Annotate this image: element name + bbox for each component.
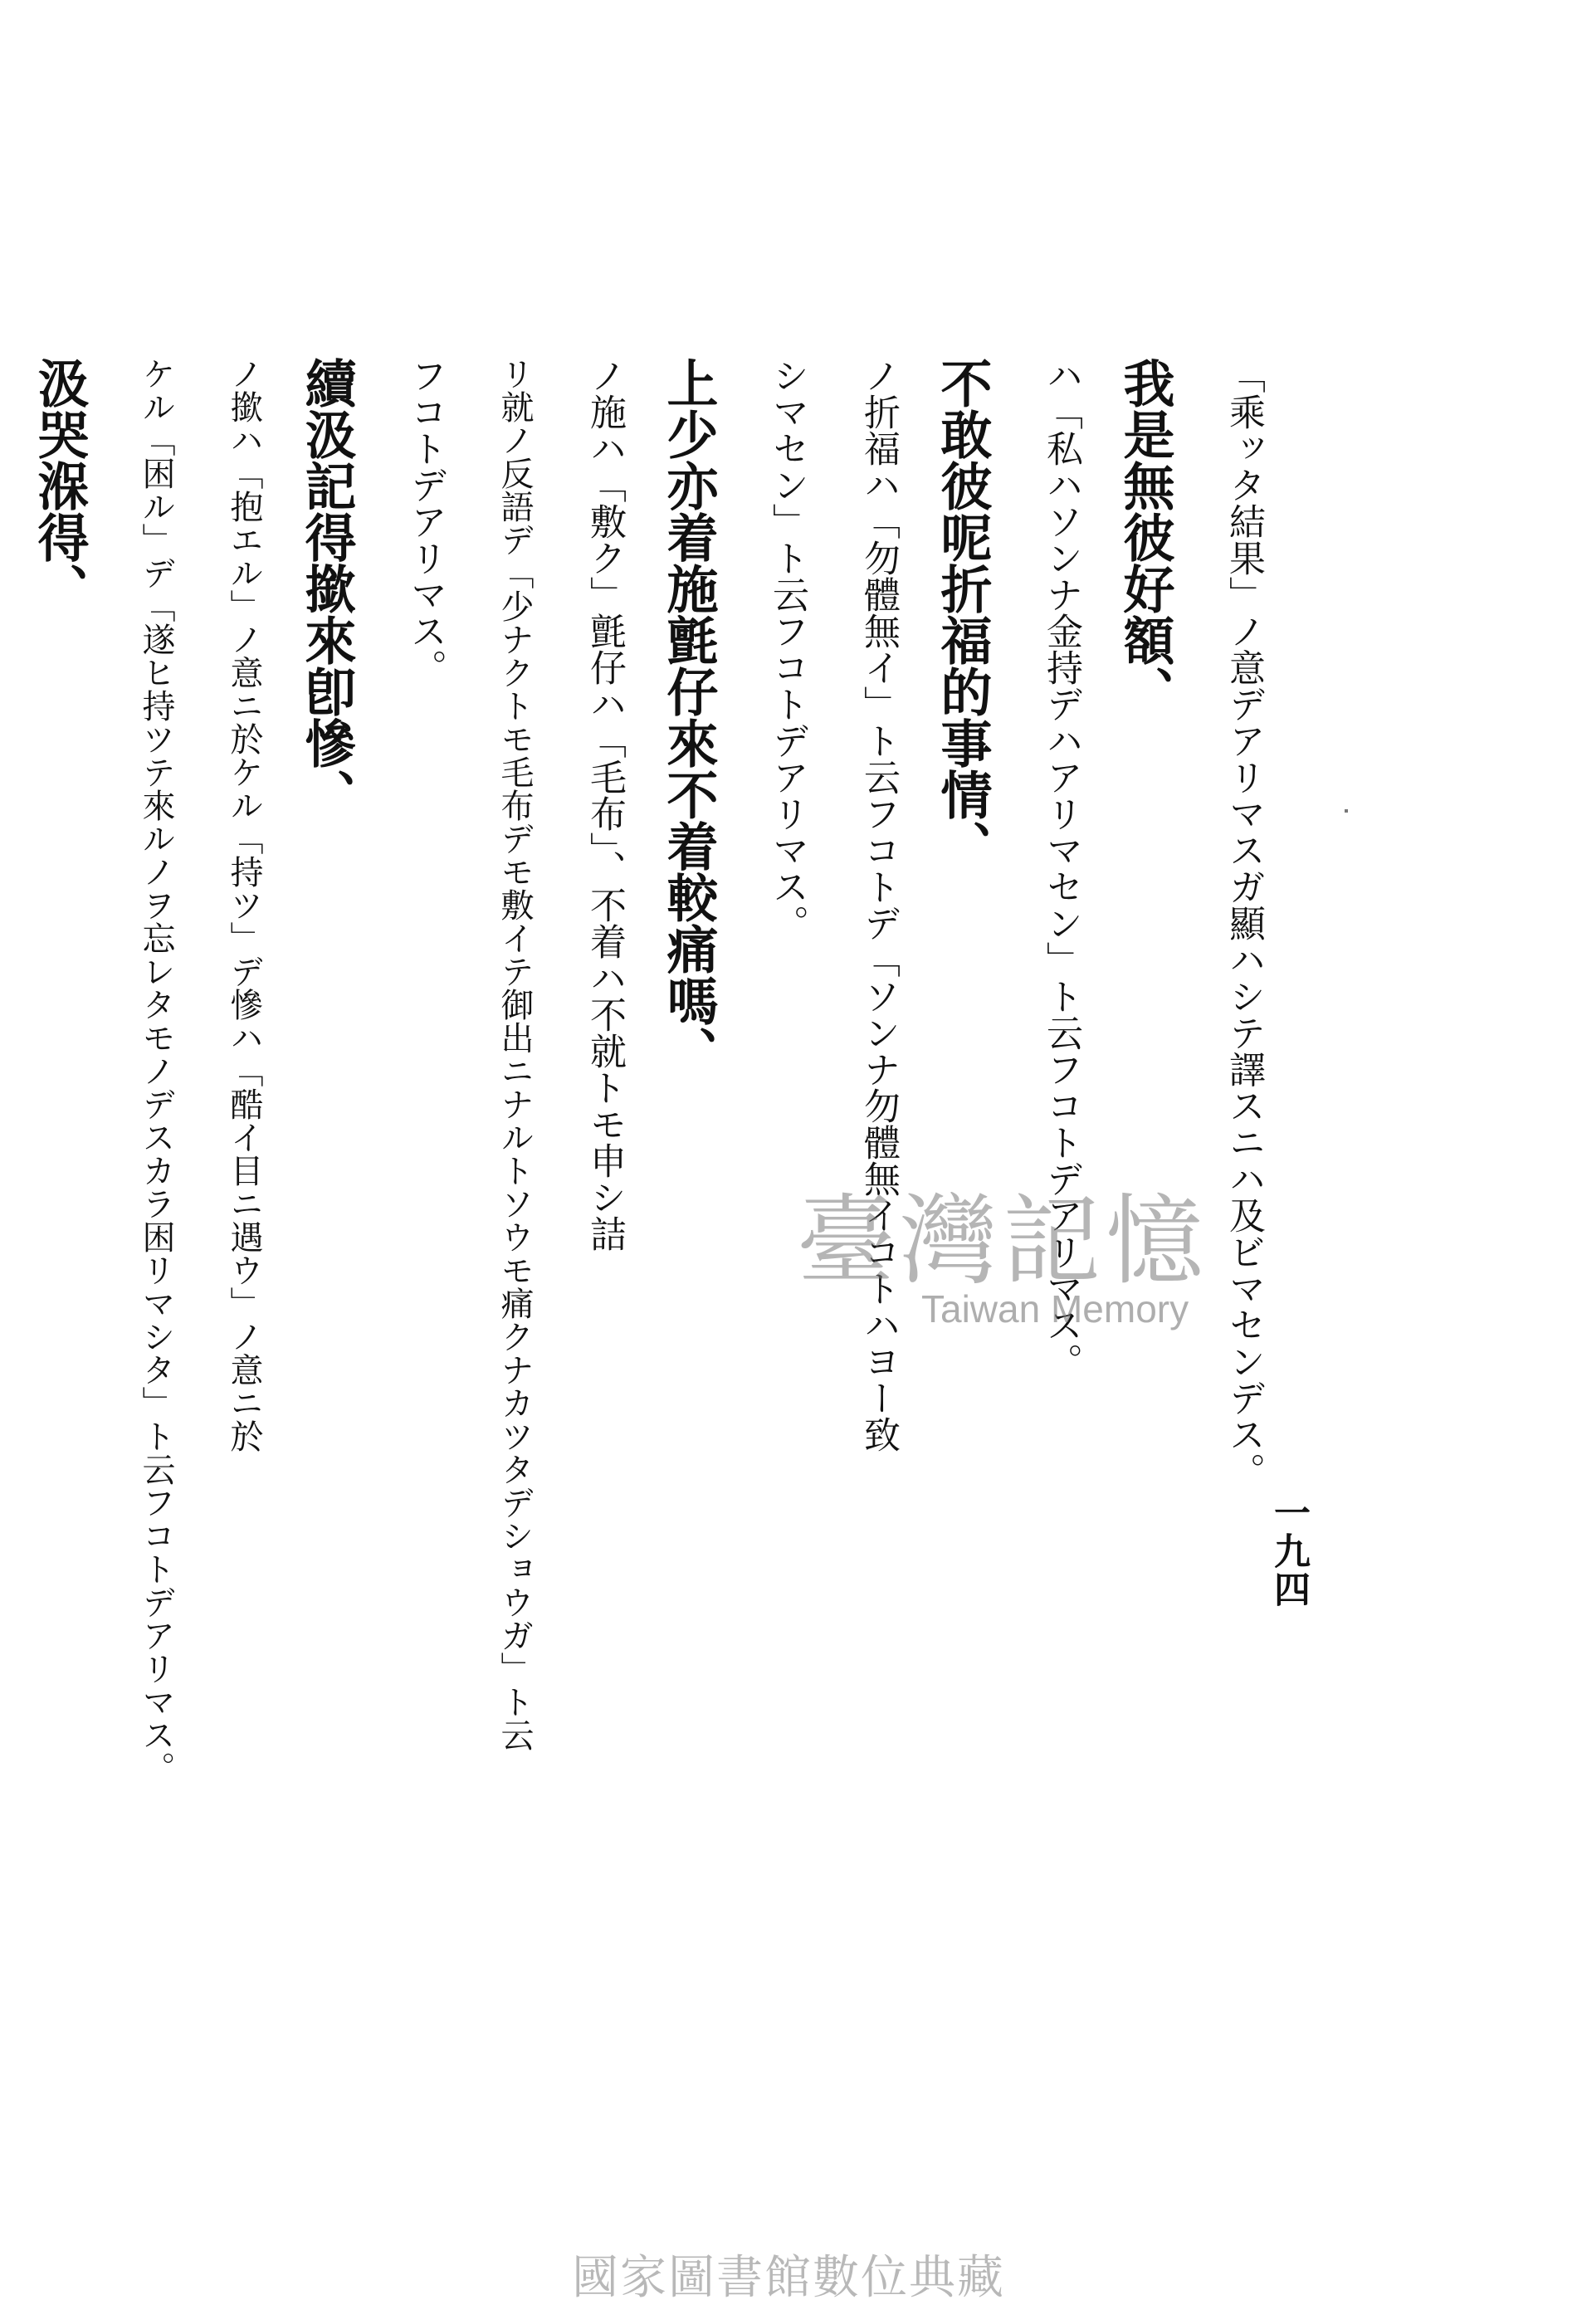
text-line: リ就ノ反語デ「少ナクトモ毛布デモ敷イテ御出ニナルトソウモ痛クナカツタデショウガ」ト云	[496, 357, 534, 1751]
page-number: 一九四	[1267, 1494, 1310, 1609]
example-sentence: 續汲記得撳來卽慘、	[296, 357, 357, 820]
text-line: ケル「困ル」デ「遂ヒ持ツテ來ルノヲ忘レタモノデスカラ困リマシタ」ト云フコトデアリマス。	[137, 357, 175, 1784]
example-sentence: 上少亦着施氈仔來不着較痛嗎、	[658, 357, 719, 1077]
text-line: ノ施ハ「敷ク」氈仔ハ「毛布」、不着ハ不就トモ申シ詰	[583, 357, 626, 1252]
text-line: 「乘ッタ結果」ノ意デアリマスガ顯ハシテ譯スニハ及ビマセンデス。	[1223, 357, 1265, 1489]
footer-credit: 國家圖書館數位典藏	[572, 2251, 1005, 2305]
text-line: ノ折福ハ「勿體無イ」ト云フコトデ「ソンナ勿體無イコトハヨー致	[857, 357, 900, 1452]
example-sentence: 汲哭湺得、	[29, 357, 90, 614]
text-line: フコトデアリマス。	[404, 357, 447, 686]
text-line: ハ「私ハソンナ金持デハアリマセン」ト云フコトデアリマス。	[1040, 357, 1082, 1379]
watermark-title: 臺灣記憶	[797, 1184, 1209, 1298]
vertical-text-block	[29, 357, 1265, 1984]
example-sentence: 不敢彼呢折福的事情、	[932, 357, 993, 872]
example-sentence: 我是無彼好額、	[1115, 357, 1175, 717]
scan-speck	[1345, 809, 1348, 813]
text-line: シマセン」ト云フコトデアリマス。	[766, 357, 808, 941]
text-line: ノ撳ハ「抱エル」ノ意ニ於ケル「持ツ」デ慘ハ「酷イ目ニ遇ウ」ノ意ニ於	[225, 357, 263, 1452]
watermark-subtitle: Taiwan Memory	[921, 1287, 1189, 1330]
